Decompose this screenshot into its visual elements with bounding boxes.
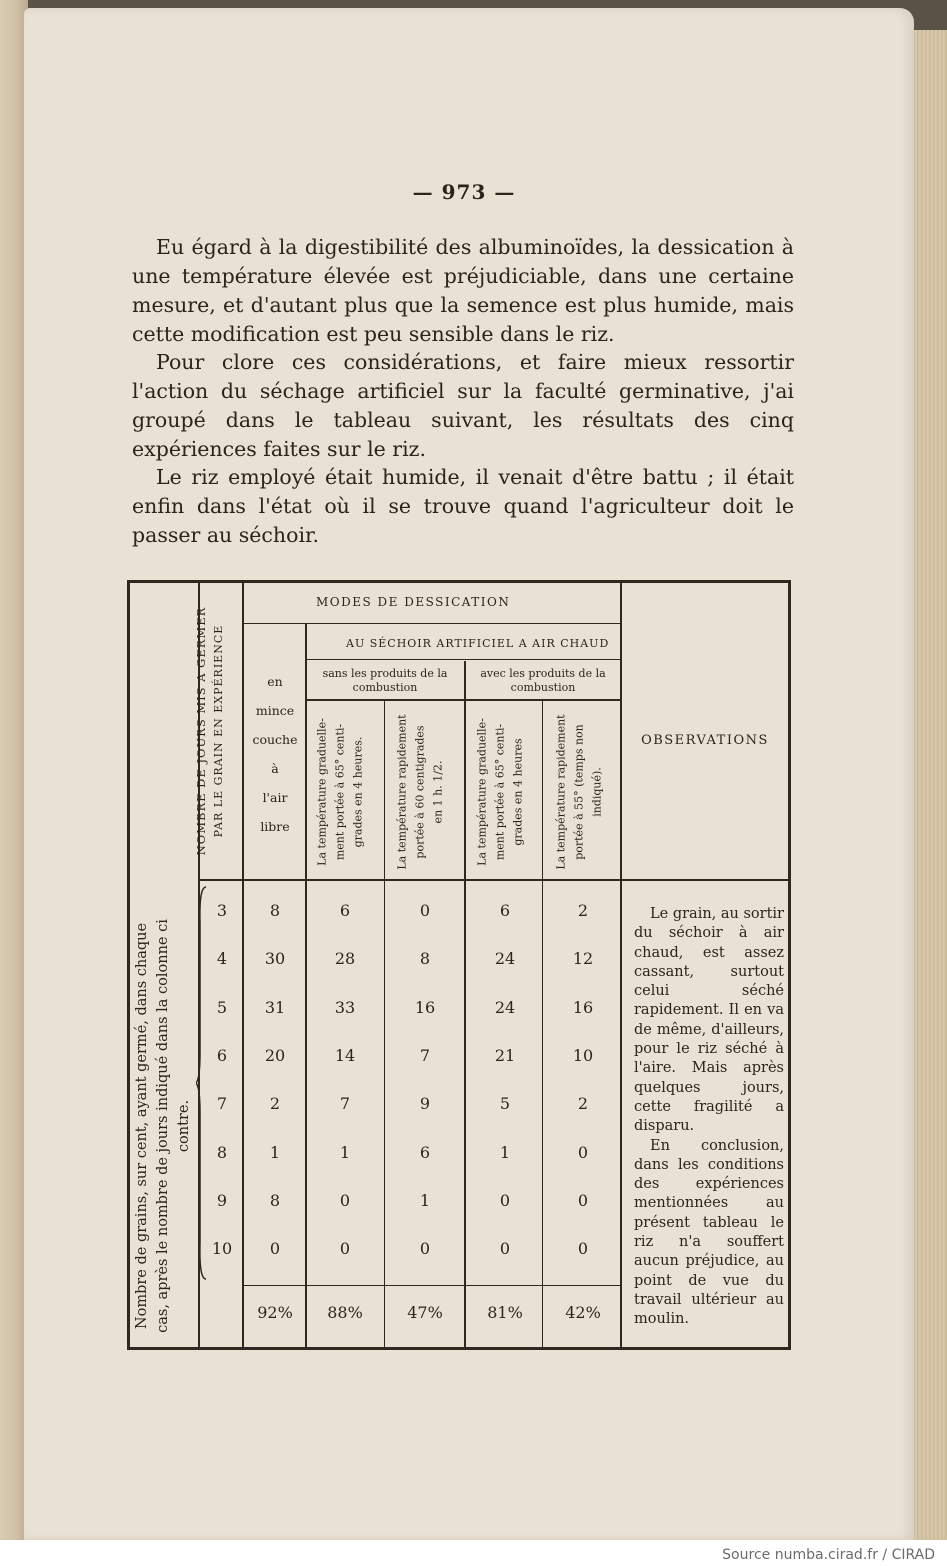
value-cell: 21	[494, 1045, 516, 1065]
col-avec-1-line: La température graduelle-	[475, 718, 489, 866]
col-sans-1-line: La température graduelle-	[315, 718, 329, 866]
paragraph-3-text: Le riz employé était humide, il venait d'être battu ; il était enfin dans l'état où il se trouve quand l'agriculteur doit le passer au séchoir.	[132, 465, 794, 547]
value-cell: 28	[334, 949, 356, 969]
col-sans-2-line: en 1 h. 1/2.	[431, 760, 445, 824]
value-cell: 1	[419, 1190, 431, 1210]
col-avec-1-header	[474, 705, 532, 880]
col-sans-1-line: grades en 4 heures.	[351, 736, 365, 848]
value-cell: 0	[269, 1239, 281, 1259]
value-cell: 30	[264, 949, 286, 969]
col-air-libre-line: l'air	[262, 790, 288, 805]
value-cell: 7	[339, 1094, 351, 1114]
value-cell: 9	[419, 1094, 431, 1114]
observations-paragraph-2: En conclusion, dans les conditions des expériences mentionnées au présent tableau le riz n'a souffert aucun préjudice, au point de vue du travail ultérieur au moulin.	[634, 1137, 784, 1328]
value-cell: 2	[577, 1094, 589, 1114]
value-cell: 2	[577, 901, 589, 920]
col-avec-1-line: ment portée à 65° centi-	[493, 723, 507, 861]
col-avec-2-line: indiqué).	[590, 767, 604, 817]
value-cell: 7	[419, 1045, 431, 1065]
value-cell: 8	[269, 901, 281, 920]
paragraph-1-text: Eu égard à la digestibilité des albuminoïdes, la dessication à une température élevée est préjudiciable, dans une certaine mesure, et d'autant plus que la semence est plus humide, mais cette modification est peu sensible dans le riz.	[132, 235, 794, 346]
col-air-libre-line: libre	[260, 819, 290, 834]
col-air-libre-line: mince	[255, 703, 295, 718]
value-cell: 0	[577, 1142, 589, 1162]
value-cell: 33	[334, 997, 356, 1017]
value-cell: 12	[572, 949, 594, 969]
total-cell: 92%	[257, 1303, 293, 1322]
col-sans-2-line: portée à 60 centigrades	[413, 725, 427, 859]
value-cell: 0	[577, 1190, 589, 1210]
col-sans-1-header	[314, 705, 372, 880]
col-avec-1-line: grades en 4 heures	[511, 738, 525, 846]
day-cell: 8	[216, 1142, 228, 1162]
right-page-stack	[912, 30, 947, 1540]
avec-header: avec les produits de la combustion	[480, 667, 606, 694]
value-cell: 16	[572, 997, 594, 1017]
col-avec-2-header	[553, 705, 611, 880]
value-cell: 8	[419, 949, 431, 969]
value-cell: 0	[339, 1239, 351, 1259]
col-avec-2-line: portée à 55° (temps non	[572, 724, 586, 860]
day-cell: 7	[216, 1094, 228, 1114]
observations-paragraph-1: Le grain, au sortir du séchoir à air chaud, est assez cassant, surtout celui séché rapidement. Il en va de même, d'ailleurs, pour le riz séché à l'aire. Mais après quelques jours, cette fragilité a disparu.	[634, 906, 784, 1135]
modes-header: MODES DE DESSICATION	[316, 595, 511, 609]
value-cell: 10	[572, 1045, 594, 1065]
day-cell: 5	[216, 997, 228, 1017]
col-air-libre-line: couche	[252, 732, 298, 747]
paragraph-2-text: Pour clore ces considérations, et faire mieux ressortir l'action du séchage artificiel sur la faculté germinative, j'ai groupé dans le tableau suivant, les résultats des cinq expériences faites sur le riz.	[132, 350, 794, 461]
sans-header: sans les produits de la combustion	[322, 667, 448, 694]
col-air-libre-line: à	[271, 761, 279, 776]
value-cell: 0	[499, 1239, 511, 1259]
value-cell: 0	[577, 1239, 589, 1259]
col-sans-2-line: La température rapidement	[395, 714, 409, 870]
days-header-title: NOMBRE DE JOURS MIS A GERMER	[194, 606, 208, 856]
value-cell: 24	[494, 997, 516, 1017]
col-air-libre-line: en	[267, 674, 283, 689]
side-label: Nombre de grains, sur cent, ayant germé, dans chaque cas, après le nombre de jours indiqué dans la colonne ci contre.	[134, 919, 192, 1333]
air-chaud-header: AU SÉCHOIR ARTIFICIEL A AIR CHAUD	[346, 637, 610, 650]
value-cell: 6	[499, 901, 511, 920]
value-cell: 31	[264, 997, 286, 1017]
total-cell: 42%	[565, 1303, 601, 1322]
value-cell: 1	[499, 1142, 511, 1162]
germination-table	[127, 580, 791, 1350]
observations-header: OBSERVATIONS	[641, 733, 769, 748]
page	[24, 8, 914, 1540]
total-cell: 88%	[327, 1303, 363, 1322]
value-cell: 2	[269, 1094, 281, 1114]
paragraph-2	[132, 348, 794, 464]
value-cell: 14	[334, 1045, 356, 1065]
paragraph-3	[132, 463, 794, 550]
day-cell: 4	[216, 949, 228, 969]
value-cell: 6	[419, 1142, 431, 1162]
value-cell: 5	[499, 1094, 511, 1114]
value-cell: 0	[419, 1239, 431, 1259]
day-cell: 3	[216, 901, 228, 920]
value-cell: 0	[339, 1190, 351, 1210]
day-cell: 6	[216, 1045, 228, 1065]
total-cell: 47%	[407, 1303, 443, 1322]
col-sans-1-line: ment portée à 65° centi-	[333, 723, 347, 861]
days-header-sub: PAR LE GRAIN EN EXPÉRIENCE	[212, 624, 225, 838]
paragraph-1	[132, 233, 794, 349]
value-cell: 1	[339, 1142, 351, 1162]
total-cell: 81%	[487, 1303, 523, 1322]
value-cell: 0	[419, 901, 431, 920]
value-cell: 16	[414, 997, 436, 1017]
value-cell: 20	[264, 1045, 286, 1065]
value-cell: 24	[494, 949, 516, 969]
day-cell: 10	[211, 1239, 233, 1259]
col-sans-2-header	[394, 705, 452, 880]
value-cell: 8	[269, 1190, 281, 1210]
observations-text	[634, 905, 784, 1330]
brace-icon	[196, 883, 210, 1283]
col-avec-2-line: La température rapidement	[554, 714, 568, 870]
value-cell: 6	[339, 901, 351, 920]
value-cell: 0	[499, 1190, 511, 1210]
days-header	[193, 606, 229, 856]
col-air-libre-header	[244, 667, 306, 841]
day-cell: 9	[216, 1190, 228, 1210]
source-credit: Source numba.cirad.fr / CIRAD	[722, 1547, 935, 1563]
value-cell: 1	[269, 1142, 281, 1162]
page-number: — 973 —	[412, 180, 516, 204]
